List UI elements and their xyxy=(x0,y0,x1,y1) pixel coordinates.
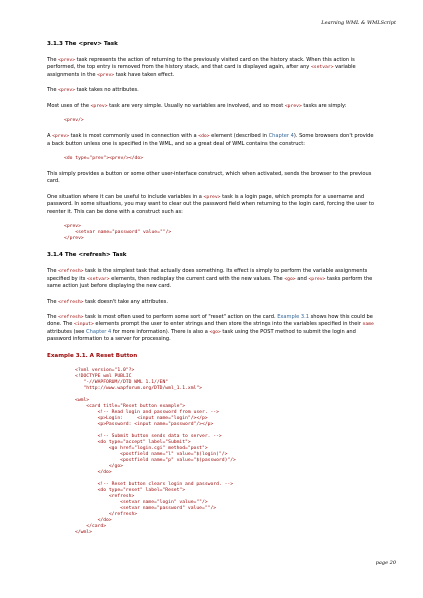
text-run: task is most often used to perform some sort of "reset" action on the card. xyxy=(83,313,278,320)
inline-code: <prev> xyxy=(203,194,221,200)
text-run: Most uses of the xyxy=(47,102,91,109)
paragraph xyxy=(47,87,377,94)
text-run: task is a login page, which prompts for a username and password. In some situations, you may want to clear out the password field when returning to the login card, forcing the user to reenter it. This can be done with a construct such as: xyxy=(47,193,375,215)
text-run: The xyxy=(47,268,59,275)
text-run: and xyxy=(295,275,309,282)
inline-code: <prev> xyxy=(97,72,115,78)
text-run: elements prompt the user to enter strings and then store the strings into the variables specified in their xyxy=(93,321,363,328)
inline-code: <setvar> xyxy=(86,276,110,282)
inline-code: name xyxy=(362,322,374,328)
text-run: One situation where it can be useful to include variables in a xyxy=(47,193,204,200)
text-run: task is most commonly used in connection with a xyxy=(69,133,199,140)
inline-code: <refresh> xyxy=(58,299,84,305)
text-run: for more information). There is also a xyxy=(111,328,210,335)
paragraph xyxy=(47,171,377,186)
text-run: A xyxy=(47,133,53,140)
inline-code: <go> xyxy=(284,276,296,282)
inline-code: <prev> xyxy=(52,134,70,140)
text-run: task is the simplest task that actually does something. Its effect is simply to perform the variable assignments specified by its xyxy=(47,268,368,282)
inline-code: <refresh> xyxy=(58,314,84,320)
text-run: attributes (see xyxy=(47,328,87,335)
text-run: task have taken effect. xyxy=(114,71,175,78)
cross-reference-link[interactable]: Chapter 4 xyxy=(86,328,112,335)
text-run: element (described in xyxy=(209,133,269,140)
inline-code: <refresh> xyxy=(58,269,84,275)
section-heading-refresh-task: 3.1.4 The <refresh> Task xyxy=(47,252,127,259)
text-run: tasks perform the same action just before displaying the new card. xyxy=(47,275,373,290)
section-heading-prev-task: 3.1.3 The <prev> Task xyxy=(47,41,118,47)
text-run: task doesn't take any attributes. xyxy=(83,298,168,305)
text-run: This simply provides a button or some other user-interface construct, which when activated, sends the browser to the previous card. xyxy=(47,171,372,185)
code-block: <do type="prev"><prev/></do> xyxy=(64,155,144,161)
example-title: Example 3.1. A Reset Button xyxy=(47,352,138,359)
page-content xyxy=(47,40,377,545)
page-number: page 20 xyxy=(375,560,396,566)
text-run: task takes no attributes. xyxy=(75,87,139,94)
cross-reference-link[interactable]: Chapter 4 xyxy=(268,133,294,140)
inline-code: <setvar> xyxy=(310,65,334,71)
inline-code: <prev> xyxy=(308,276,326,282)
inline-code: <prev> xyxy=(284,103,302,109)
paragraph xyxy=(47,103,377,110)
code-block: <prev> <setvar name="password" value=""/> </prev> xyxy=(64,224,172,242)
text-run: task are very simple. Usually no variables are involved, and so most xyxy=(107,102,285,109)
paragraph xyxy=(47,268,377,290)
text-run: task represents the action of returning to the previously visited card on the history stack. When this action is performed, the top entry is removed from the history stack, and that card is displayed again, after any xyxy=(47,57,355,71)
text-run: The xyxy=(47,313,59,320)
text-run: tasks are simply: xyxy=(301,102,347,109)
text-run: ). Some browsers don't provide a back button unless one is specified in the WML, and so a great deal of WML contains the construct: xyxy=(47,133,374,147)
text-run: The xyxy=(47,87,59,94)
inline-code: <go> xyxy=(209,329,221,335)
paragraph xyxy=(47,314,377,344)
paragraph xyxy=(47,194,377,216)
paragraph xyxy=(47,57,377,79)
cross-reference-link[interactable]: Example 3.1 xyxy=(277,313,310,320)
running-header: Learning WML & WMLScript xyxy=(321,20,396,26)
text-run: shows how this could be done. The xyxy=(47,313,373,328)
inline-code: <input> xyxy=(74,322,94,328)
inline-code: <prev> xyxy=(58,88,76,94)
text-run: variable assignments in the xyxy=(47,64,356,78)
paragraph xyxy=(47,133,377,148)
text-run: The xyxy=(47,57,59,63)
text-run: task using the POST method to submit the login and password information to a server for processing. xyxy=(47,328,356,343)
text-run: elements, then redisplay the current card with the new values. The xyxy=(109,275,285,282)
paragraph xyxy=(47,299,377,306)
inline-code: <prev> xyxy=(58,58,76,63)
code-block: <prev/> xyxy=(64,118,84,124)
text-run: The xyxy=(47,298,59,305)
inline-code: <prev> xyxy=(90,103,108,109)
inline-code: <do> xyxy=(198,134,210,140)
example-code-block: <?xml version="1.0"?> <!DOCTYPE wml PUBLIC "-//WAPFORUM//DTD WML 1.1//EN" "http://www.wapforum.org/DTD/wml_1.1.xml"> <wml> <card title="Reset button example"> <!-- Read login and password from user. --> <p>Login: <input name="login"/></p> <p>Password: <input name="password"/></p> <!-- Submit button sends data to server. --> <do type="accept" label="Submit"> <go href="login.cgi" method="post"> <postfield name="l" value="$(login)"/> <postfield name="p" value="$(password)"/> </go> </do> <!-- Reset button clears login and password. --> <do type="reset" label="Reset"> <refresh> <setvar name="login" value=""/> <setvar name="password" value=""/> </refresh> </do> </card> </wml> xyxy=(75,367,236,535)
